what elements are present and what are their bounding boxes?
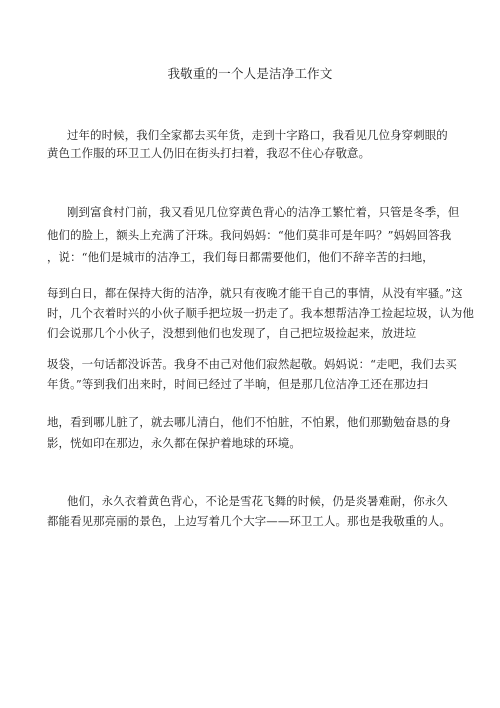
paragraph-4-line-1: 圾袋，一句话都没诉苦。我身不由己对他们寂然起敬。妈妈说：“走吧，我们去买 xyxy=(47,357,457,371)
paragraph-5-line-1: 地，看到哪儿脏了，就去哪儿清白，他们不怕脏，不怕累，他们那勤勉奋恳的身 xyxy=(47,415,451,429)
paragraph-6-line-1: 他们，永久衣着黄色背心，不论是雪花飞舞的时候，仍是炎暑难耐，你永久 xyxy=(67,494,448,508)
paragraph-1-line-1: 过年的时候，我们全家都去买年货，走到十字路口，我看见几位身穿刺眼的 xyxy=(67,128,448,142)
paragraph-4-line-2: 年货。”等到我们出来时，时间已经过了半晌，但是那几位洁净工还在那边扫 xyxy=(47,377,429,391)
paragraph-2-line-3: ，说：“他们是城市的洁净工，我们每日都需要他们，他们不辞辛苦的扫地， xyxy=(47,250,434,264)
paragraph-3-line-1: 每到白日，都在保持大街的洁净，就只有夜晚才能干自己的事情，从没有牢骚。”这 xyxy=(47,286,463,300)
paragraph-3-line-2: 时，几个衣着时兴的小伙子顺手把垃圾一扔走了。我本想帮洁净工捡起垃圾，认为他 xyxy=(47,306,475,320)
paragraph-2-line-2: 他们的脸上，额头上充满了汗珠。我问妈妈：“他们莫非可是年吗？”妈妈回答我 xyxy=(47,228,452,242)
paragraph-6-line-2: 都能看见那亮丽的景色，上边写着几个大字——环卫工人。那也是我敬重的人。 xyxy=(47,514,451,528)
paragraph-1-line-2: 黄色工作服的环卫工人仍旧在街头打扫着，我忍不住心存敬意。 xyxy=(47,146,371,160)
paragraph-3-line-3: 们会说那几个小伙子，没想到他们也发现了，自己把垃圾捡起来，放进垃 xyxy=(47,326,417,340)
paragraph-5-line-2: 影，恍如印在那边，永久都在保护着地球的环境。 xyxy=(47,436,301,450)
paragraph-2-line-1: 刚到富食村门前，我又看见几位穿黄色背心的洁净工繁忙着，只管是冬季，但 xyxy=(67,205,460,219)
document-title: 我敬重的一个人是洁净工作文 xyxy=(167,66,333,81)
